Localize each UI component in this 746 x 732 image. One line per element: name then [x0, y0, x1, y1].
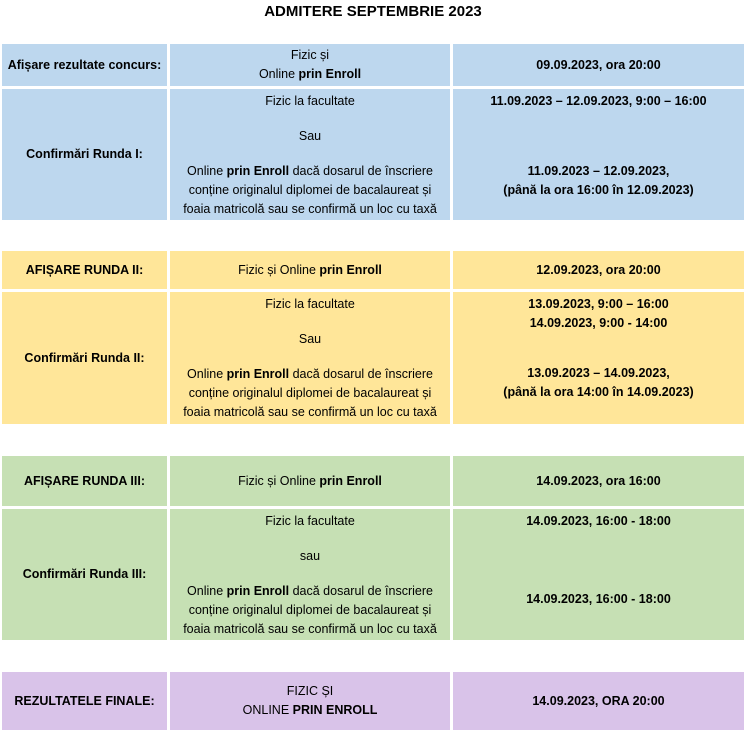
method-bold-text: prin Enroll — [226, 164, 290, 178]
row-label-afisare-rezultate — [2, 44, 167, 86]
row-date-afisare-rezultate — [453, 44, 744, 86]
method-text: Online — [187, 584, 227, 598]
method-line-4: conține originalul diplomei de bacalaureat și — [188, 183, 432, 197]
method-line-2 — [243, 701, 378, 720]
method-text: dacă dosarul de înscriere — [289, 164, 433, 178]
method-line-1 — [238, 261, 382, 280]
method-bold-text: prin Enroll — [319, 262, 382, 277]
row-date-confirmari-runda-3 — [453, 509, 744, 640]
method-line-2 — [259, 65, 361, 84]
date-line-1: 11.09.2023 – 12.09.2023, 9:00 – 16:00 — [490, 94, 707, 108]
method-bold-text: prin Enroll — [226, 367, 290, 381]
row-method-confirmari-runda-3 — [170, 509, 450, 640]
date-text: 12.09.2023, ora 20:00 — [536, 262, 661, 277]
method-text: ONLINE — [242, 703, 293, 717]
row-date-confirmari-runda-1 — [453, 89, 744, 220]
date-line-3: 13.09.2023 – 14.09.2023, — [527, 366, 670, 380]
method-bold-text: PRIN ENROLL — [292, 703, 378, 717]
row-method-afisare-runda-3 — [170, 456, 450, 506]
label-text: Confirmări Runda II: — [24, 350, 145, 365]
method-bold-text: prin Enroll — [298, 67, 362, 81]
document-title: ADMITERE SEPTEMBRIE 2023 — [264, 3, 482, 20]
date-text: 09.09.2023, ora 20:00 — [536, 57, 661, 72]
method-text: dacă dosarul de înscriere — [289, 584, 433, 598]
row-date-afisare-runda-2 — [453, 251, 744, 289]
method-text: Fizic și Online — [238, 262, 320, 277]
row-date-confirmari-runda-2 — [453, 292, 744, 424]
row-label-confirmari-runda-3 — [2, 509, 167, 640]
row-method-afisare-runda-2 — [170, 251, 450, 289]
method-text: Online — [187, 164, 227, 178]
date-line-2: 11.09.2023 – 12.09.2023, — [527, 164, 670, 178]
row-date-rezultate-finale — [453, 672, 744, 730]
method-line-4: conține originalul diplomei de bacalaureat și — [188, 603, 432, 617]
date-line-2: 14.09.2023, 9:00 - 14:00 — [529, 316, 668, 330]
date-text: 14.09.2023, ORA 20:00 — [532, 693, 665, 708]
method-line-1: FIZIC ȘI — [286, 684, 334, 698]
method-line-2: Sau — [298, 332, 322, 346]
row-label-afisare-runda-2 — [2, 251, 167, 289]
row-method-afisare-rezultate — [170, 44, 450, 86]
date-text: 14.09.2023, ora 16:00 — [536, 473, 661, 488]
row-label-confirmari-runda-1 — [2, 89, 167, 220]
method-line-1: Fizic la facultate — [265, 94, 355, 108]
method-line-3 — [187, 582, 433, 601]
label-text: Confirmări Runda III: — [22, 567, 147, 581]
row-label-rezultate-finale — [2, 672, 167, 730]
label-text: REZULTATELE FINALE: — [14, 693, 155, 708]
date-line-3: (până la ora 16:00 în 12.09.2023) — [503, 183, 694, 197]
method-line-1: Fizic la facultate — [265, 514, 355, 528]
method-line-4: conține originalul diplomei de bacalaureat și — [188, 386, 432, 400]
row-label-afisare-runda-3 — [2, 456, 167, 506]
label-text: Confirmări Runda I: — [26, 147, 143, 161]
method-line-5: foaia matricolă sau se confirmă un loc cu taxă — [183, 202, 437, 216]
method-line-1 — [238, 472, 382, 491]
row-method-rezultate-finale — [170, 672, 450, 730]
method-line-2: Sau — [298, 129, 322, 143]
label-text: Afișare rezultate concurs: — [7, 57, 162, 72]
date-line-2: 14.09.2023, 16:00 - 18:00 — [526, 592, 671, 606]
method-text: Fizic și Online — [238, 473, 320, 488]
method-line-1: Fizic la facultate — [265, 297, 355, 311]
date-line-4: (până la ora 14:00 în 14.09.2023) — [503, 385, 694, 399]
method-line-1: Fizic și — [290, 48, 330, 62]
method-text: Online — [187, 367, 227, 381]
row-label-confirmari-runda-2 — [2, 292, 167, 424]
method-text: Online — [258, 67, 299, 81]
method-line-3 — [187, 162, 433, 181]
label-text: AFIȘARE RUNDA II: — [25, 262, 144, 277]
method-line-3 — [187, 365, 433, 384]
method-bold-text: prin Enroll — [226, 584, 290, 598]
row-date-afisare-runda-3 — [453, 456, 744, 506]
method-bold-text: prin Enroll — [319, 473, 382, 488]
method-line-5: foaia matricolă sau se confirmă un loc cu taxă — [183, 622, 437, 636]
row-method-confirmari-runda-2 — [170, 292, 450, 424]
method-text: dacă dosarul de înscriere — [289, 367, 433, 381]
method-line-5: foaia matricolă sau se confirmă un loc cu taxă — [183, 405, 437, 419]
label-text: AFIȘARE RUNDA III: — [23, 473, 146, 488]
method-line-2: sau — [299, 549, 321, 563]
date-line-1: 13.09.2023, 9:00 – 16:00 — [528, 297, 669, 311]
row-method-confirmari-runda-1 — [170, 89, 450, 220]
date-line-1: 14.09.2023, 16:00 - 18:00 — [526, 514, 671, 528]
